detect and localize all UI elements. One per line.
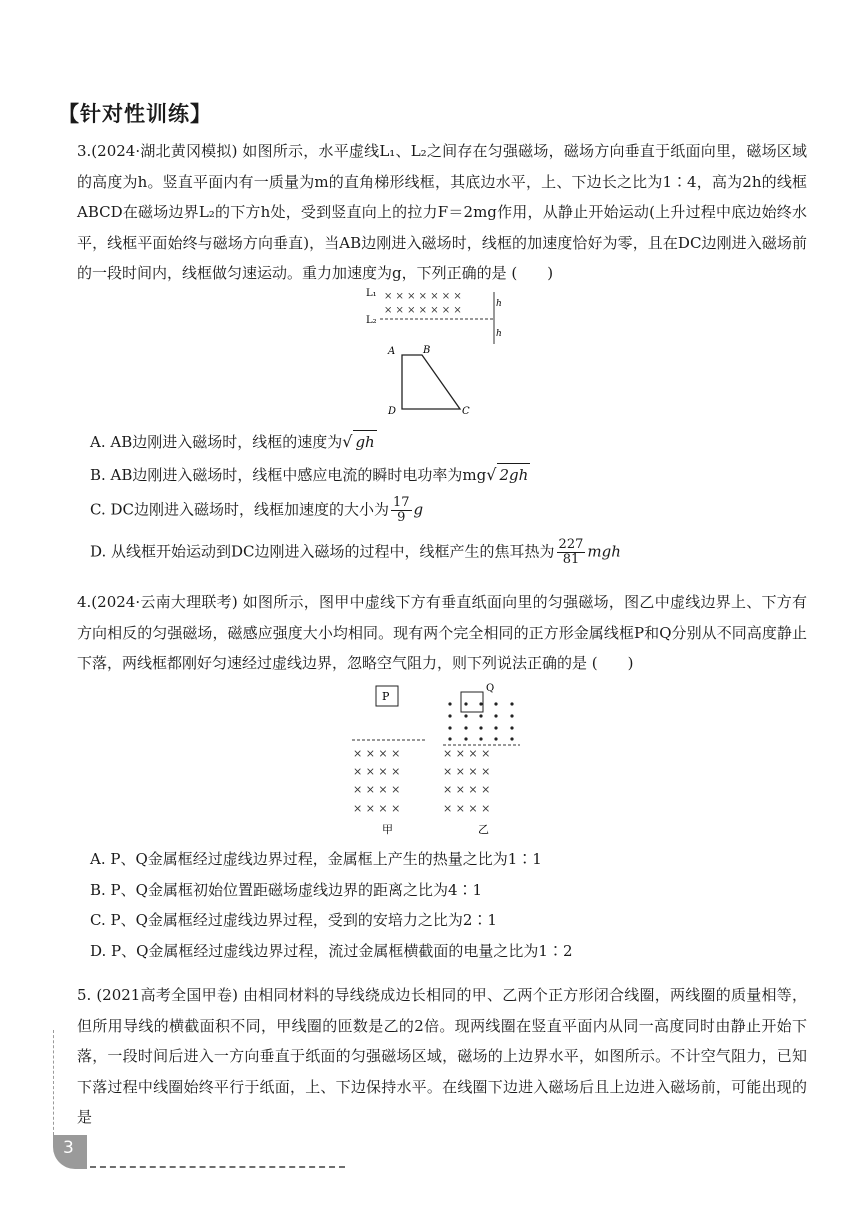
question-3-text: 3.(2024·湖北黄冈模拟) 如图所示，水平虚线L₁、L₂之间存在匀强磁场，磁场方向垂直于纸面向里，磁场区域的高度为h。竖直平面内有一质量为m的直角梯形线框，其底边水平，上、下边长之比为1∶4，高为2h的线框ABCD在磁场边界L₂的下方h处，受到竖直向上的拉力F＝2mg作用，从静止开始运动(上升过程中底边始终水平，线框平面始终与磁场方向垂直)，当AB边刚进入磁场时，线框的加速度恰好为零，且在DC边刚进入磁场前的一段时间内，线框做匀速运动。重力加速度为g，下列正确的是 ( ) [77,142,807,282]
label-b: B [423,345,431,356]
section-title: 【针对性训练】 [58,102,212,126]
svg-text:× × × × × × ×: × × × × × × × [384,291,462,302]
q3-option-c[interactable]: C. DC边刚进入磁场时，线框加速度的大小为 $\frac{17}{9}$ g [90,495,424,525]
label-l2: L₂ [366,315,377,326]
trapezoid-field-diagram [360,282,510,417]
label-yi: 乙 [478,823,489,836]
q3-option-a[interactable]: A. AB边刚进入磁场时，线框的速度为√ gh [90,432,375,451]
field-cross-marks [384,291,462,316]
label-c: C [462,406,470,417]
svg-text:× × × ×: × × × × [443,765,491,778]
svg-text:× × × ×: × × × × [353,765,401,778]
q4-option-c[interactable]: C. P、Q金属框经过虚线边界过程，受到的安培力之比为2∶1 [90,911,497,929]
label-d: D [388,406,397,417]
label-h-bottom: h [496,329,502,339]
label-q: Q [486,683,495,694]
svg-text:× × × ×: × × × × [353,783,401,796]
pq-frames-diagram [340,680,535,840]
label-a: A [388,346,396,357]
yi-cross-marks [443,747,490,815]
svg-text:× × × × × × ×: × × × × × × × [384,305,462,316]
svg-text:× × × ×: × × × × [353,802,401,815]
label-l1: L₁ [366,288,377,299]
page-margin-dashed-line [53,1030,54,1135]
svg-text:× × × ×: × × × × [443,802,491,815]
label-h-top: h [496,299,502,309]
footer-dashed-line [90,1166,345,1168]
question-5-text: 5. (2021高考全国甲卷) 由相同材料的导线绕成边长相同的甲、乙两个正方形闭合线圈，两线圈的质量相等，但所用导线的横截面积不同，甲线圈的匝数是乙的2倍。现两线圈在竖直平面内从同一高度同时由静止开始下落，一段时间后进入一方向垂直于纸面的匀强磁场区域，磁场的上边界水平，如图所示。不计空气阻力，已知下落过程中线圈始终平行于纸面，上、下边保持水平。在线圈下边进入磁场后且上边进入磁场前，可能出现的是 [77,986,807,1126]
jia-cross-marks [353,747,400,815]
q3-option-d[interactable]: D. 从线框开始运动到DC边刚进入磁场的过程中，线框产生的焦耳热为 $\frac{227}{81}$ mgh [90,537,621,567]
q3-option-b[interactable]: B. AB边刚进入磁场时，线框中感应电流的瞬时电功率为mg√ 2gh [90,465,529,484]
q4-option-b[interactable]: B. P、Q金属框初始位置距磁场虚线边界的距离之比为4∶1 [90,881,483,899]
label-p: P [382,690,390,703]
q4-option-d[interactable]: D. P、Q金属框经过虚线边界过程，流过金属框横截面的电量之比为1∶2 [90,942,573,960]
yi-dot-marks [448,702,513,740]
label-jia: 甲 [382,823,393,836]
question-4-text: 4.(2024·云南大理联考) 如图所示，图甲中虚线下方有垂直纸面向里的匀强磁场，图乙中虚线边界上、下方有方向相反的匀强磁场，磁感应强度大小均相同。现有两个完全相同的正方形金属线框P和Q分别从不同高度静止下落，两线框都刚好匀速经过虚线边界，忽略空气阻力，则下列说法正确的是 ( ) [77,593,807,672]
svg-text:× × × ×: × × × × [353,747,401,760]
svg-text:× × × ×: × × × × [443,747,491,760]
frame-q [461,692,483,712]
q4-option-a[interactable]: A. P、Q金属框经过虚线边界过程，金属框上产生的热量之比为1∶1 [90,850,542,868]
trapezoid-abcd [402,355,460,409]
svg-text:× × × ×: × × × × [443,783,491,796]
page-number: 3 [63,1138,74,1158]
